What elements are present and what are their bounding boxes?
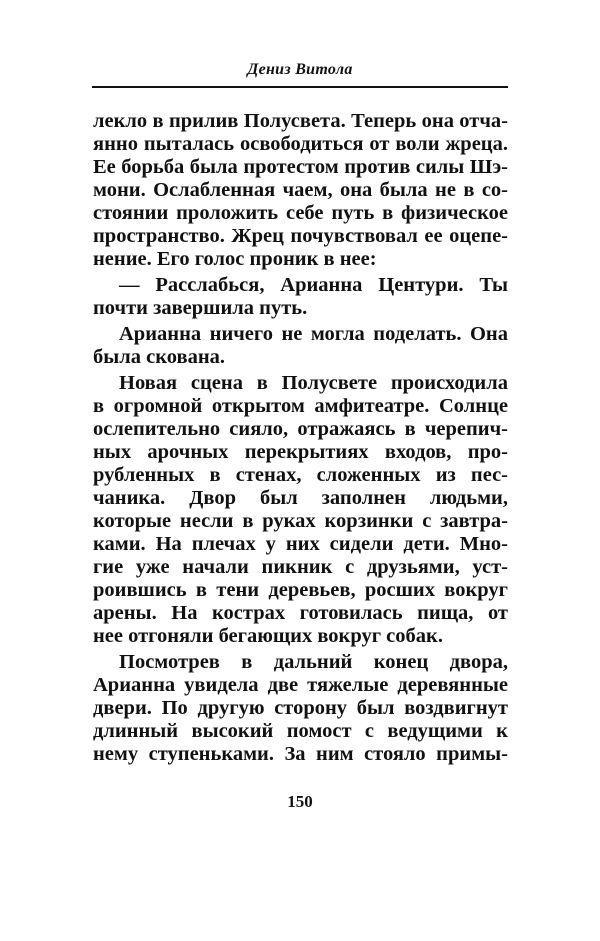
text-line: Арианна ничего не могла поделать. Она (119, 323, 508, 345)
text-line: гие уже начали пикник с друзьями, уст- (93, 556, 508, 578)
text-line: чаника. Двор был заполнен людьми, (93, 487, 508, 509)
text-line: нему ступеньками. За ним стояло примы- (93, 743, 508, 765)
text-line: нее отгоняли бегающих вокруг собак. (93, 625, 443, 647)
running-head: Дениз Витола (247, 61, 353, 78)
text-line: пространство. Жрец почувствовал ее оцепе- (93, 225, 508, 247)
text-line: стоянии проложить себе путь в физическое (93, 202, 508, 224)
text-line: роившись в тени деревьев, росших вокруг (93, 579, 508, 601)
text-line: лекло в прилив Полусвета. Теперь она отча- (93, 110, 508, 132)
text-line: мони. Ослабленная чаем, она была не в со- (93, 179, 508, 201)
page-number: 150 (287, 792, 313, 811)
paragraph (93, 110, 508, 271)
text-line: — Расслабься, Арианна Центури. Ты (119, 274, 508, 296)
text-line: почти завершила путь. (93, 297, 308, 319)
text-line: рубленных в стенах, сложенных из пес- (93, 464, 508, 486)
paragraph (93, 323, 508, 369)
text-line: ками. На плечах у них сидели дети. Мно- (93, 533, 508, 555)
dialogue-paragraph (93, 274, 508, 320)
text-line: была скована. (93, 346, 226, 368)
text-line: которые несли в руках корзинки с завтра- (93, 510, 508, 532)
text-line: Ее борьба была протестом против силы Шэ- (93, 156, 508, 178)
text-line: ослепительно сияло, отражаясь в черепич- (93, 418, 508, 440)
text-line: в огромной открытом амфитеатре. Солнце (93, 395, 508, 417)
paragraph (93, 651, 508, 766)
text-line: нение. Его голос проник в нее: (93, 248, 377, 270)
header-rule (92, 86, 508, 88)
body-text (93, 110, 508, 769)
text-line: арены. На кострах готовилась пища, от (93, 602, 508, 624)
text-line: длинный высокий помост с ведущими к (93, 720, 508, 742)
text-line: янно пыталась освободиться от воли жреца. (93, 133, 508, 155)
paragraph (93, 372, 508, 648)
text-line: ных арочных перекрытиях входов, про- (93, 441, 508, 463)
text-line: двери. По другую сторону был воздвигнут (93, 697, 508, 719)
text-line: Новая сцена в Полусвете происходила (119, 372, 508, 394)
text-line: Арианна увидела две тяжелые деревянные (93, 674, 508, 696)
text-line: Посмотрев в дальний конец двора, (119, 651, 508, 673)
